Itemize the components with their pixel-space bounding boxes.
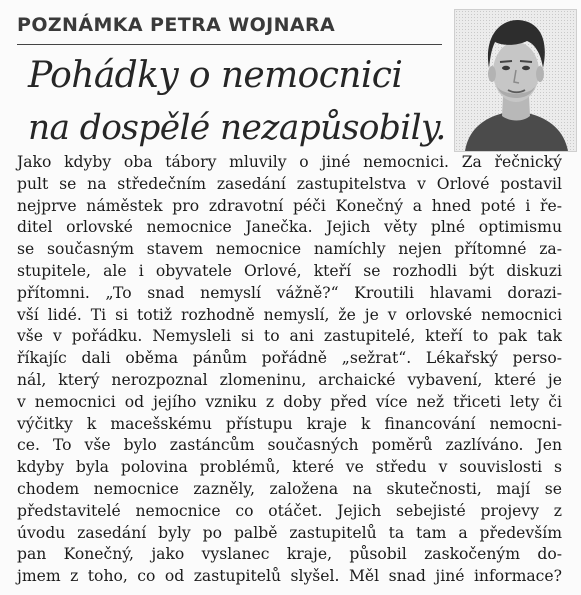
body-line: úvodu zasedání byly po palbě zastupitelů ta tam a především xyxy=(17,523,562,542)
body-line: v nemocnici od jejího vzniku z doby před více než třiceti lety či xyxy=(17,392,562,411)
body-line: nejprve náměstek pro zdravotní péči Konečný a hned poté i ře- xyxy=(17,196,562,215)
body-line: představitelé nemocnice co otáčet. Jejich sebejisté projevy z xyxy=(17,501,562,520)
body-line: jmem z toho, co od zastupitelů slyšel. Měl snad jiné informace? xyxy=(17,567,562,586)
body-line: ce. To vše bylo zastáncům současných poměrů zazlíváno. Jen xyxy=(17,436,562,455)
article-body xyxy=(17,152,577,588)
kicker-rule xyxy=(17,44,442,45)
body-line: nál, který nerozpoznal zlomeninu, archaické vybavení, které je xyxy=(17,370,562,389)
body-line: výčitky k macešskému přístupu kraje k financování nemocni- xyxy=(17,414,562,433)
body-line: ditel orlovské nemocnice Janečka. Jejich věty plné optimismu xyxy=(17,218,562,237)
body-line: stupitele, ale i obyvatele Orlové, kteří se rozhodli být diskuzi xyxy=(17,261,562,280)
headline-line: na dospělé nezapůsobily. xyxy=(28,108,446,148)
body-line: pan Konečný, jako vyslanec kraje, působil zaskočeným do- xyxy=(17,545,562,564)
column-kicker: POZNÁMKA PETRA WOJNARA xyxy=(17,14,336,36)
author-photo xyxy=(454,9,577,152)
body-line: kdyby byla polovina problémů, které ve středu v souvislosti s xyxy=(17,458,562,477)
body-line: říkajíc dali oběma pánům pořádně „sežrat“. Lékařský perso- xyxy=(17,349,562,368)
body-line: Jako kdyby oba tábory mluvily o jiné nemocnici. Za řečnický xyxy=(17,153,562,171)
headline xyxy=(28,50,448,154)
body-line: vše v pořádku. Nemysleli si to ani zastupitelé, kteří to pak tak xyxy=(17,327,562,346)
body-line: pult se na středečním zasedání zastupitelstva v Orlové postavil xyxy=(17,174,562,193)
body-line: se současným stavem nemocnice namíchly nejen přítomné za- xyxy=(17,240,562,259)
body-line: chodem nemocnice zazněly, založena na skutečnosti, mají se xyxy=(17,479,562,498)
body-line: přítomni. „To snad nemyslí vážně?“ Kroutili hlavami dorazi- xyxy=(17,283,562,302)
body-line: vší lidé. Ti si totiž rozhodně nemyslí, že je v orlovské nemocnici xyxy=(17,305,562,324)
headline-line: Pohádky o nemocnici xyxy=(28,55,403,96)
